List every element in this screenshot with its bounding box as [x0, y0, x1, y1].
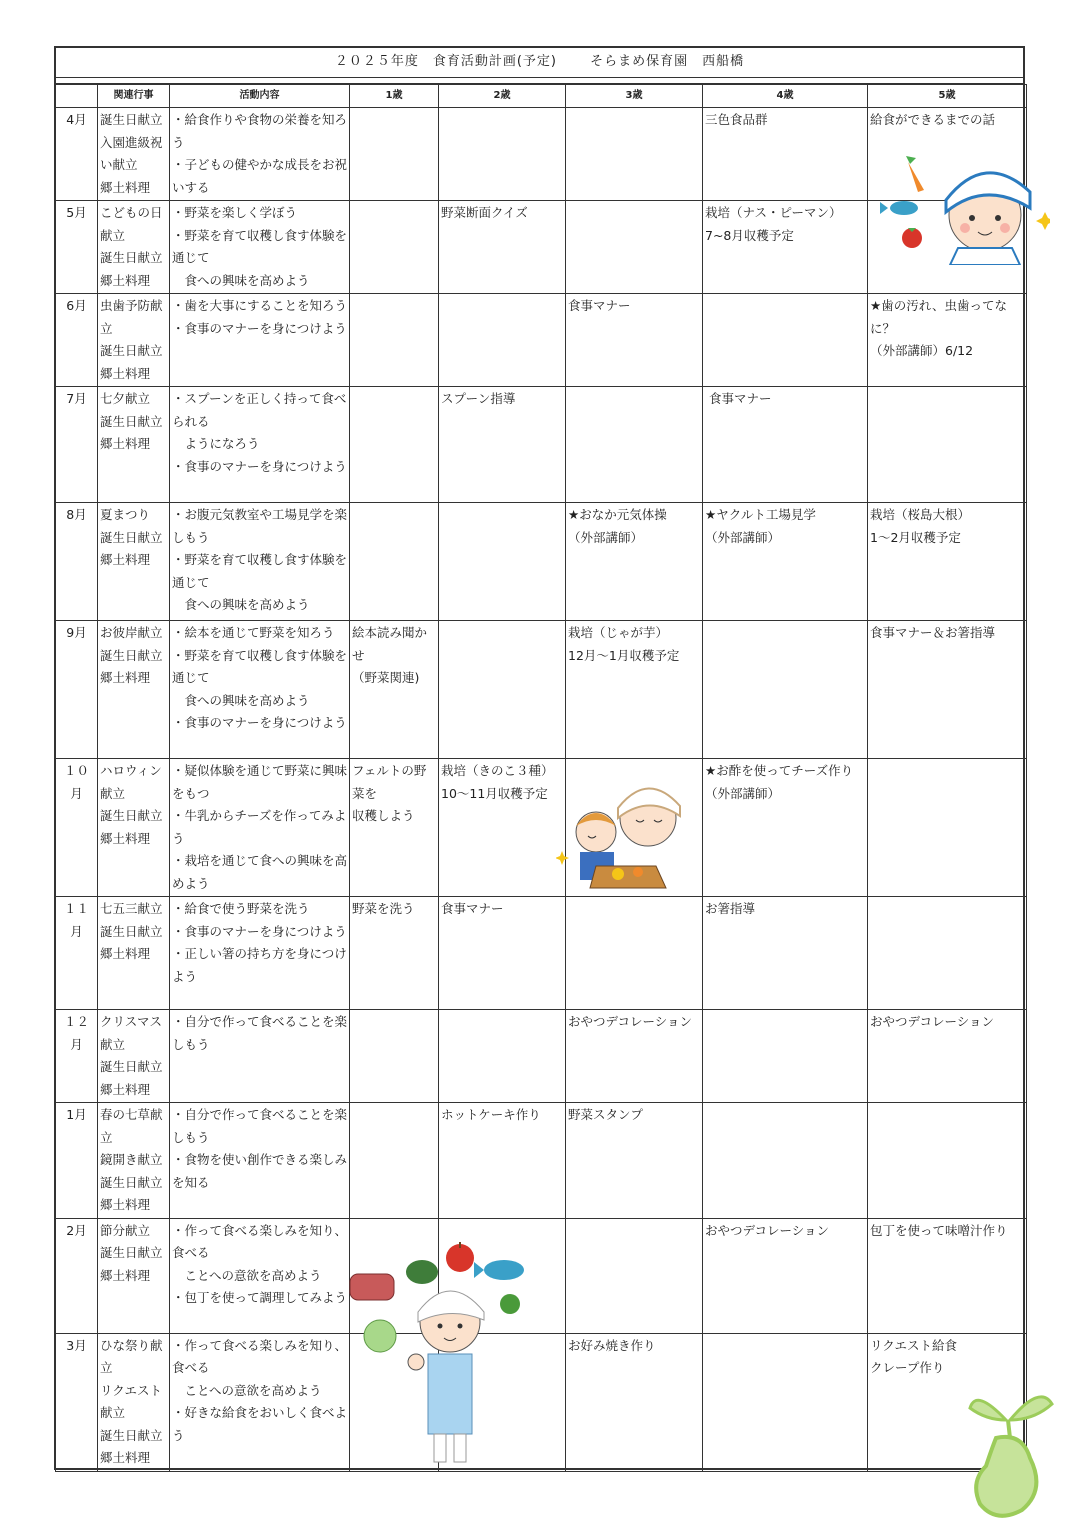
content-cell-line: ようになろう: [172, 436, 260, 451]
events-cell-line: ひな祭り献立: [100, 1337, 163, 1375]
activity-cell-a5-line: 包丁を使って味噌汁作り: [870, 1222, 1008, 1238]
events-cell-line: 節分献立: [100, 1222, 151, 1238]
sparkle-icon: [1036, 212, 1050, 230]
content-cell-line: ・給食で使う野菜を洗う: [172, 901, 310, 916]
events-cell-line: 誕生日献立: [100, 343, 163, 358]
events-cell-line: 入園進級祝い献立: [100, 134, 163, 172]
month-cell: 5月: [56, 201, 98, 294]
activity-cell-a3: [566, 1218, 703, 1333]
activity-cell-a5-line: おやつデコレーション: [870, 1014, 995, 1029]
content-cell: [170, 1010, 350, 1103]
plan-table: [55, 84, 1027, 1472]
events-cell-line: 鏡開き献立: [100, 1152, 163, 1167]
activity-cell-a4: [703, 294, 868, 387]
activity-cell-a3-line: 栽培（じゃが芋）: [568, 625, 669, 640]
column-header: 5歳: [868, 85, 1027, 108]
column-header: 活動内容: [170, 85, 350, 108]
activity-cell-a4: [703, 503, 868, 621]
activity-cell-a4: [703, 897, 868, 1010]
events-cell-line: 七五三献立: [100, 901, 163, 916]
content-cell-line: ・野菜を育て収穫し食す体験を通じて: [172, 552, 348, 590]
content-cell-line: ・食物を使い創作できる楽しみを知る: [172, 1152, 348, 1190]
activity-cell-a4-line: 三色食品群: [705, 112, 768, 127]
activity-cell-a3: [566, 1333, 703, 1471]
events-cell: [98, 621, 170, 759]
content-cell: [170, 1103, 350, 1219]
events-cell: [98, 1103, 170, 1219]
column-header: 3歳: [566, 85, 703, 108]
activity-cell-a4-line: （外部講師）: [705, 785, 781, 801]
activity-cell-a2: [439, 108, 566, 201]
table-row: [56, 503, 1027, 621]
table-row: [56, 294, 1027, 387]
content-cell-line: ・絵本を通じて野菜を知ろう: [172, 625, 335, 640]
content-cell-line: ・スプーンを正しく持って食べられる: [172, 391, 347, 429]
month-cell: 4月: [56, 108, 98, 201]
events-cell-line: お彼岸献立: [100, 625, 163, 640]
content-cell-line: ・作って食べる楽しみを知り、食べる: [172, 1222, 348, 1260]
activity-cell-a3: [566, 387, 703, 503]
content-cell-line: ・野菜を楽しく学ぼう: [172, 205, 298, 220]
activity-cell-a4: [703, 108, 868, 201]
table-row: [56, 621, 1027, 759]
activity-cell-a1: [350, 759, 439, 897]
activity-cell-a3-line: ★おなか元気体操: [568, 507, 667, 522]
events-cell: [98, 201, 170, 294]
content-cell-line: ・好きな給食をおいしく食べよう: [172, 1405, 348, 1443]
activity-cell-a2-line: 10～11月収穫予定: [441, 785, 548, 801]
activity-cell-a3-line: 食事マナー: [568, 298, 631, 313]
activity-cell-a5: [868, 1010, 1027, 1103]
content-cell-line: ・お腹元気教室や工場見学を楽しもう: [172, 507, 348, 545]
activity-cell-a3-line: 12月～1月収穫予定: [568, 647, 680, 663]
activity-cell-a2: [439, 759, 566, 897]
events-cell-line: 郷土料理: [100, 1197, 151, 1212]
sparkle-icon: [556, 851, 569, 865]
activity-cell-a3: [566, 503, 703, 621]
events-cell-line: 郷土料理: [100, 1267, 151, 1283]
activity-cell-a3: [566, 108, 703, 201]
activity-cell-a5-line: クレープ作り: [870, 1360, 945, 1375]
events-cell-line: 誕生日献立: [100, 413, 163, 429]
month-cell: １２月: [56, 1010, 98, 1103]
soramame-bean-logo: [966, 1378, 1056, 1518]
activity-cell-a2: [439, 503, 566, 621]
activity-cell-a1: [350, 201, 439, 294]
activity-cell-a5: [868, 1218, 1027, 1333]
content-cell-line: ・正しい箸の持ち方を身につけよう: [172, 946, 347, 984]
column-header: 2歳: [439, 85, 566, 108]
content-cell-line: 食への興味を高めよう: [172, 272, 310, 288]
fish-icon: [474, 1260, 524, 1280]
month-cell: 6月: [56, 294, 98, 387]
activity-cell-a3: [566, 201, 703, 294]
activity-cell-a5-line: 給食ができるまでの話: [870, 112, 996, 127]
content-cell-line: ・野菜を育て収穫し食す体験を通じて: [172, 227, 348, 265]
activity-cell-a4-line: （外部講師）: [705, 529, 781, 545]
activity-cell-a1: [350, 621, 439, 759]
activity-cell-a2-line: スプーン指導: [441, 391, 516, 406]
activity-cell-a3: [566, 294, 703, 387]
activity-cell-a2-line: ホットケーキ作り: [441, 1107, 541, 1122]
activity-cell-a4: [703, 387, 868, 503]
table-row: [56, 1333, 1027, 1471]
activity-cell-a3: [566, 1010, 703, 1103]
events-cell-line: 誕生日献立: [100, 1427, 163, 1443]
month-cell: １０月: [56, 759, 98, 897]
events-cell: [98, 387, 170, 503]
content-cell-line: 食への興味を高めよう: [172, 692, 310, 708]
tomato-icon: [902, 228, 922, 248]
content-cell: [170, 503, 350, 621]
activity-cell-a2: [439, 201, 566, 294]
column-header: [56, 85, 98, 108]
events-cell: [98, 1333, 170, 1471]
table-row: [56, 1218, 1027, 1333]
content-cell-line: ことへの意欲を高めよう: [172, 1267, 322, 1283]
activity-cell-a1: [350, 1103, 439, 1219]
header-row: [56, 85, 1027, 108]
content-cell: [170, 621, 350, 759]
activity-cell-a3-line: 野菜スタンプ: [568, 1107, 644, 1122]
events-cell-line: 春の七草献立: [100, 1107, 163, 1145]
column-header: 1歳: [350, 85, 439, 108]
events-cell-line: 郷土料理: [100, 365, 151, 381]
activity-cell-a5-line: リクエスト給食: [870, 1337, 958, 1353]
events-cell-line: 誕生日献立: [100, 1059, 163, 1074]
activity-cell-a1: [350, 897, 439, 1010]
activity-cell-a3-line: （外部講師）: [568, 529, 644, 545]
fish-icon: [880, 201, 918, 215]
content-cell-line: ・食事のマナーを身につけよう: [172, 715, 347, 730]
activity-cell-a4-line: 7~8月収穫予定: [705, 227, 794, 243]
chef-boy-illustration: [346, 1240, 536, 1468]
content-cell-line: 食への興味を高めよう: [172, 597, 310, 612]
activity-cell-a2: [439, 1103, 566, 1219]
events-cell: [98, 294, 170, 387]
table-row: [56, 1103, 1027, 1219]
content-cell: [170, 759, 350, 897]
events-cell-line: 郷土料理: [100, 552, 151, 567]
activity-cell-a4: [703, 1333, 868, 1471]
apple-icon: [446, 1242, 474, 1272]
content-cell-line: ・疑似体験を通じて野菜に興味をもつ: [172, 763, 348, 801]
month-cell: 7月: [56, 387, 98, 503]
events-cell-line: 誕生日献立: [100, 1174, 163, 1190]
activity-cell-a5-line: 栽培（桜島大根）: [870, 507, 971, 522]
activity-cell-a4: [703, 1010, 868, 1103]
activity-cell-a4-line: ★ヤクルト工場見学: [705, 507, 816, 522]
activity-cell-a1-line: 収穫しよう: [352, 808, 415, 823]
events-cell-line: 郷土料理: [100, 179, 151, 195]
events-cell-line: 誕生日献立: [100, 923, 163, 939]
activity-cell-a1-line: （野菜関連): [352, 670, 420, 685]
month-cell: １１月: [56, 897, 98, 1010]
content-cell-line: ・包丁を使って調理してみよう: [172, 1290, 348, 1305]
content-cell-line: ・自分で作って食べることを楽しもう: [172, 1014, 348, 1052]
activity-cell-a4: [703, 1218, 868, 1333]
cabbage-icon: [364, 1320, 396, 1352]
content-cell-line: ・自分で作って食べることを楽しもう: [172, 1107, 348, 1145]
activity-cell-a5-line: 1～2月収穫予定: [870, 529, 961, 545]
content-cell-line: ・給食作りや食物の栄養を知ろう: [172, 112, 348, 150]
broccoli-icon: [500, 1294, 520, 1314]
content-cell: [170, 1218, 350, 1333]
activity-cell-a3: [566, 897, 703, 1010]
activity-cell-a5: [868, 503, 1027, 621]
events-cell-line: 郷土料理: [100, 830, 151, 846]
activity-cell-a5: [868, 897, 1027, 1010]
activity-cell-a2-line: 栽培（きのこ３種）: [441, 763, 554, 778]
activity-cell-a4: [703, 1103, 868, 1219]
activity-cell-a5: [868, 1103, 1027, 1219]
page-title: ２０２５年度 食育活動計画(予定) そらまめ保育園 西船橋: [56, 48, 1023, 78]
activity-cell-a5-line: 食事マナー＆お箸指導: [870, 625, 996, 640]
events-cell-line: 誕生日献立: [100, 112, 163, 127]
content-cell: [170, 1333, 350, 1471]
events-cell-line: 七夕献立: [100, 391, 151, 406]
activity-cell-a2: [439, 1010, 566, 1103]
activity-cell-a1: [350, 503, 439, 621]
pumpkin-icon: [406, 1260, 438, 1284]
content-cell-line: ・歯を大事にすることを知ろう: [172, 298, 348, 313]
activity-cell-a3-line: お好み焼き作り: [568, 1337, 656, 1353]
activity-cell-a1: [350, 1010, 439, 1103]
content-cell-line: ・子どもの健やかな成長をお祝いする: [172, 157, 348, 195]
meat-icon: [350, 1274, 394, 1300]
activity-cell-a2-line: 野菜断面クイズ: [441, 205, 528, 220]
events-cell-line: 虫歯予防献立: [100, 298, 163, 336]
month-cell: 3月: [56, 1333, 98, 1471]
content-cell: [170, 108, 350, 201]
activity-cell-a2: [439, 621, 566, 759]
content-cell-line: ・食事のマナーを身につけよう: [172, 320, 347, 336]
activity-cell-a2: [439, 387, 566, 503]
mother-child-illustration: [556, 770, 686, 895]
events-cell-line: 郷土料理: [100, 670, 151, 685]
carrot-icon: [906, 156, 924, 192]
events-cell: [98, 759, 170, 897]
events-cell-line: 誕生日献立: [100, 250, 163, 265]
activity-cell-a2: [439, 294, 566, 387]
events-cell: [98, 897, 170, 1010]
events-cell-line: 郷土料理: [100, 946, 151, 961]
content-cell-line: ・栽培を通じて食への興味を高めよう: [172, 853, 348, 891]
month-cell: 2月: [56, 1218, 98, 1333]
events-cell: [98, 1010, 170, 1103]
activity-cell-a4: [703, 201, 868, 294]
table-row: [56, 387, 1027, 503]
activity-cell-a1: [350, 387, 439, 503]
events-cell-line: リクエスト献立: [100, 1382, 163, 1420]
activity-cell-a1-line: 野菜を洗う: [352, 901, 415, 916]
events-cell-line: 誕生日献立: [100, 808, 163, 823]
content-cell: [170, 201, 350, 294]
activity-cell-a3: [566, 621, 703, 759]
table-row: [56, 759, 1027, 897]
month-cell: 1月: [56, 1103, 98, 1219]
events-cell-line: 夏まつり: [100, 507, 151, 522]
activity-cell-a1: [350, 108, 439, 201]
table-row: [56, 897, 1027, 1010]
activity-cell-a1: [350, 294, 439, 387]
activity-cell-a4-line: お箸指導: [705, 901, 756, 916]
column-header: 関連行事: [98, 85, 170, 108]
activity-cell-a5: [868, 759, 1027, 897]
events-cell-line: 郷土料理: [100, 272, 151, 288]
events-cell-line: 郷土料理: [100, 1081, 151, 1097]
content-cell-line: ・野菜を育て収穫し食す体験を通じて: [172, 647, 348, 685]
content-cell-line: ・牛乳からチーズを作ってみよう: [172, 808, 347, 846]
activity-cell-a3-line: おやつデコレーション: [568, 1014, 693, 1029]
month-cell: 9月: [56, 621, 98, 759]
activity-cell-a2-line: 食事マナー: [441, 901, 504, 916]
activity-cell-a5: [868, 387, 1027, 503]
events-cell: [98, 503, 170, 621]
activity-cell-a5-line: （外部講師）6/12: [870, 343, 974, 358]
content-cell-line: ・作って食べる楽しみを知り、食べる: [172, 1337, 348, 1375]
table-row: [56, 1010, 1027, 1103]
activity-cell-a2: [439, 897, 566, 1010]
content-cell: [170, 897, 350, 1010]
events-cell-line: クリスマス献立: [100, 1014, 163, 1052]
activity-cell-a4: [703, 759, 868, 897]
activity-cell-a1-line: 絵本読み聞かせ: [352, 625, 428, 663]
month-cell: 8月: [56, 503, 98, 621]
activity-cell-a5: [868, 294, 1027, 387]
events-cell: [98, 108, 170, 201]
cook-girl-illustration: [880, 150, 1050, 265]
content-cell-line: ・食事のマナーを身につけよう: [172, 458, 347, 474]
events-cell-line: ハロウィン献立: [100, 763, 162, 801]
column-header: 4歳: [703, 85, 868, 108]
content-cell: [170, 294, 350, 387]
activity-cell-a4-line: おやつデコレーション: [705, 1222, 830, 1238]
activity-cell-a4-line: 栽培（ナス・ピーマン）: [705, 205, 842, 220]
events-cell-line: 郷土料理: [100, 436, 151, 451]
events-cell-line: 郷土料理: [100, 1450, 151, 1465]
events-cell-line: 誕生日献立: [100, 647, 163, 663]
activity-cell-a4: [703, 621, 868, 759]
events-cell-line: 誕生日献立: [100, 529, 163, 545]
activity-cell-a4-line: ★お酢を使ってチーズ作り: [705, 763, 854, 778]
content-cell-line: ことへの意欲を高めよう: [172, 1382, 322, 1398]
events-cell-line: 誕生日献立: [100, 1245, 163, 1260]
events-cell-line: こどもの日献立: [100, 205, 163, 243]
content-cell: [170, 387, 350, 503]
activity-cell-a3: [566, 1103, 703, 1219]
content-cell-line: ・食事のマナーを身につけよう: [172, 923, 347, 939]
activity-cell-a5: [868, 621, 1027, 759]
activity-cell-a4-line: 食事マナー: [705, 391, 772, 406]
activity-cell-a5-line: ★歯の汚れ、虫歯ってなに？: [870, 298, 1007, 336]
events-cell: [98, 1218, 170, 1333]
activity-cell-a1-line: フェルトの野菜を: [352, 763, 427, 801]
